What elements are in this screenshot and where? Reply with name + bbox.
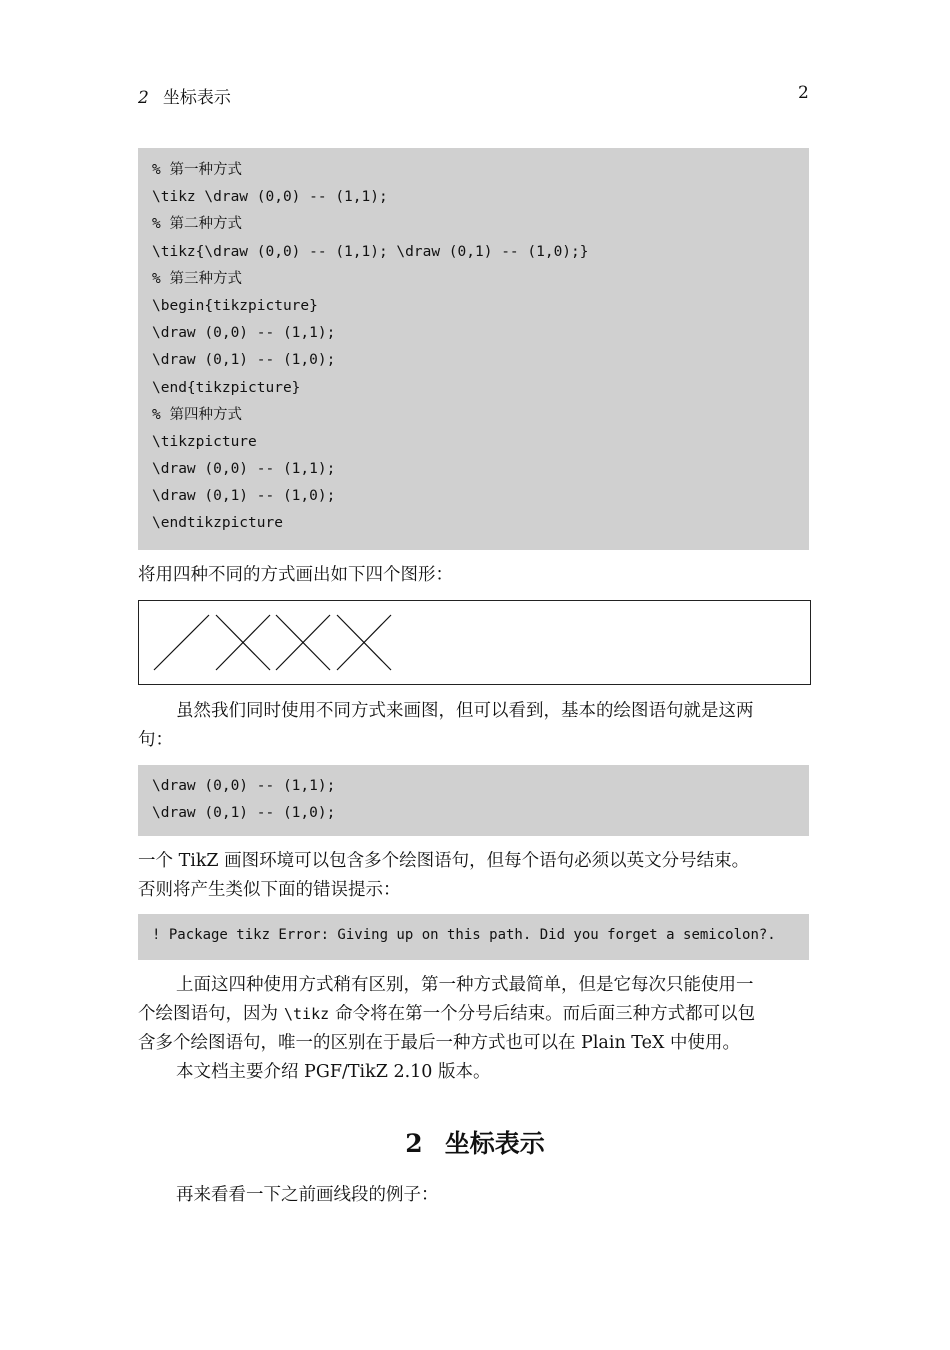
tikz-drawings xyxy=(139,601,810,684)
code-line: \draw (0,1) -- (1,0); xyxy=(152,805,336,822)
code-line: \draw (0,1) -- (1,0); xyxy=(152,352,336,369)
code-line: % 第三种方式 xyxy=(152,270,242,287)
paragraph-segment-example: 再来看看一下之前画线段的例子： xyxy=(176,1185,439,1205)
code-line: % 第二种方式 xyxy=(152,216,242,233)
paragraph-line: 上面这四种使用方式稍有区别，第一种方式最简单，但是它每次只能使用一 xyxy=(176,975,754,995)
code-line: ! Package tikz Error: Giving up on this path. Did you forget a semicolon?. xyxy=(152,927,776,943)
paragraph-line xyxy=(138,1000,812,1029)
code-line: \draw (0,0) -- (1,1); xyxy=(152,461,336,478)
running-header xyxy=(138,83,231,108)
paragraph-line: 一个 TikZ 画图环境可以包含多个绘图语句，但每个语句必须以英文分号结束。 xyxy=(138,851,750,871)
paragraph-version-note: 本文档主要介绍 PGF/TikZ 2.10 版本。 xyxy=(176,1062,491,1082)
paragraph-semicolon-note xyxy=(138,847,812,905)
paragraph-line: 否则将产生类似下面的错误提示： xyxy=(138,880,401,900)
code-block-error-message xyxy=(138,914,809,960)
header-section-title: 坐标表示 xyxy=(162,88,231,108)
code-line: \draw (0,1) -- (1,0); xyxy=(152,488,336,505)
paragraph-line: 句： xyxy=(138,730,173,750)
code-line: \begin{tikzpicture} xyxy=(152,297,318,314)
inline-code: \tikz xyxy=(284,1005,330,1023)
paragraph-method-differences xyxy=(138,971,812,1087)
code-block-tikz-methods xyxy=(138,148,809,550)
code-block-basic-draw xyxy=(138,765,809,836)
code-line: \endtikzpicture xyxy=(152,515,283,532)
paragraph-basic-statements xyxy=(138,697,812,755)
section-number: 2 xyxy=(405,1129,423,1158)
figure1-diagonal xyxy=(154,615,209,670)
text-span: 个绘图语句，因为 xyxy=(138,1004,278,1024)
code-line: \tikzpicture xyxy=(152,433,257,450)
code-line: \draw (0,0) -- (1,1); xyxy=(152,325,336,342)
code-line: \end{tikzpicture} xyxy=(152,379,301,396)
section-heading xyxy=(0,1124,950,1160)
paragraph-line: 含多个绘图语句，唯一的区别在于最后一种方式也可以在 Plain TeX 中使用。 xyxy=(138,1033,740,1053)
page-number: 2 xyxy=(798,83,809,103)
tikz-figure-box xyxy=(138,600,811,685)
code-line: \tikz \draw (0,0) -- (1,1); xyxy=(152,189,388,206)
header-section-number: 2 xyxy=(138,88,149,108)
section-title: 坐标表示 xyxy=(444,1129,545,1158)
paragraph-line: 虽然我们同时使用不同方式来画图，但可以看到，基本的绘图语句就是这两 xyxy=(176,701,754,721)
intro-text: 将用四种不同的方式画出如下四个图形： xyxy=(138,565,453,585)
code-line: % 第四种方式 xyxy=(152,406,242,423)
code-line: \tikz{\draw (0,0) -- (1,1); \draw (0,1) -- (1,0);} xyxy=(152,243,589,260)
code-line: \draw (0,0) -- (1,1); xyxy=(152,778,336,794)
code-line: % 第一种方式 xyxy=(152,162,242,178)
text-span: 命令将在第一个分号后结束。而后面三种方式都可以包 xyxy=(335,1004,756,1024)
